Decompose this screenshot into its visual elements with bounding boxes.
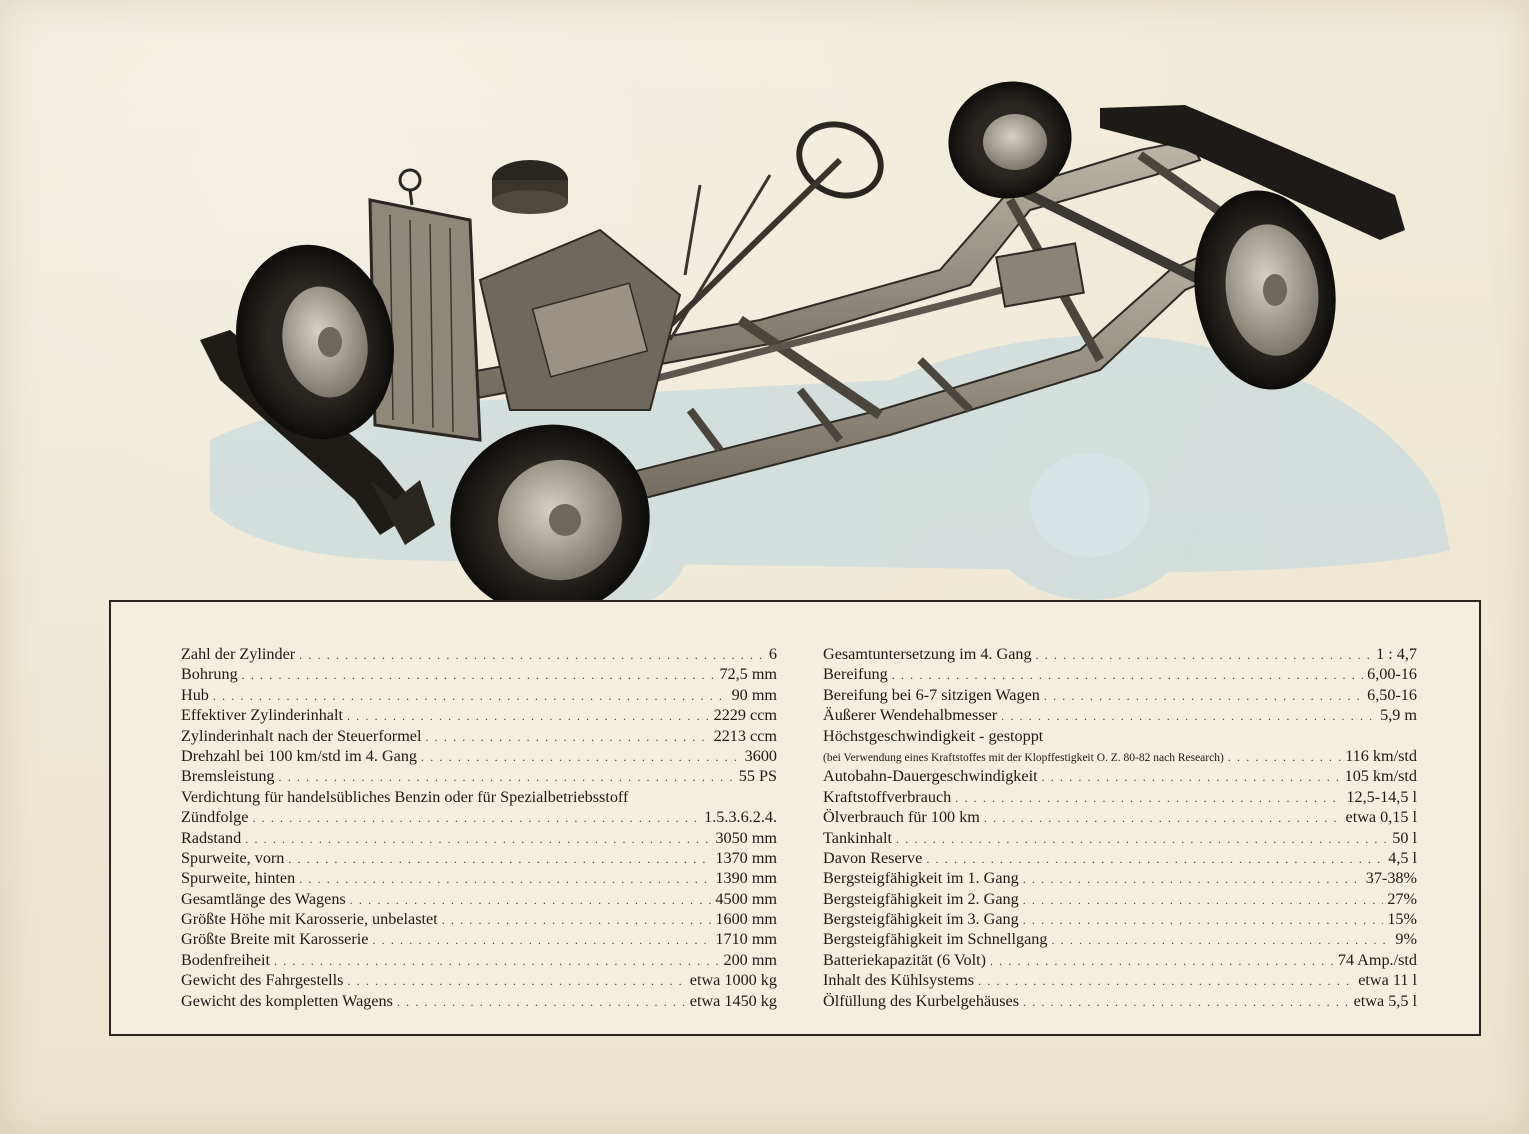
spec-row: Bremsleistung . . . 55 PS — [181, 766, 777, 786]
spec-row: Bergsteigfähigkeit im 2. Gang . . . 27% — [823, 889, 1417, 909]
spec-row: Äußerer Wendehalbmesser . . . 5,9 m — [823, 705, 1417, 725]
spec-row: Größte Breite mit Karosserie . . . 1710 mm — [181, 929, 777, 949]
spec-row: Spurweite, vorn . . . 1370 mm — [181, 848, 777, 868]
spec-row: Spurweite, hinten . . . 1390 mm — [181, 868, 777, 888]
spec-row: (bei Verwendung eines Kraftstoffes mit der Klopffestigkeit O. Z. 80-82 nach Research) . . . 116 km/std — [823, 746, 1417, 766]
spec-row: Davon Reserve . . . 4,5 l — [823, 848, 1417, 868]
spec-row: Hub . . . 90 mm — [181, 685, 777, 705]
spec-row: Verdichtung für handelsübliches Benzin oder für Spezialbetriebsstoff — [181, 787, 629, 806]
spec-column-right — [823, 644, 1417, 1011]
spec-row: Bodenfreiheit . . . 200 mm — [181, 950, 777, 970]
spec-row: Zylinderinhalt nach der Steuerformel . . . 2213 ccm — [181, 726, 777, 746]
spec-row: Höchstgeschwindigkeit - gestoppt — [823, 726, 1044, 745]
spec-row: Bohrung . . . 72,5 mm — [181, 664, 777, 684]
spec-row: Gesamtlänge des Wagens . . . 4500 mm — [181, 889, 777, 909]
spec-row: Bergsteigfähigkeit im 1. Gang . . . 37-38% — [823, 868, 1417, 888]
car-chassis-illustration — [180, 80, 1450, 620]
spec-row: Bereifung bei 6-7 sitzigen Wagen . . . 6,50-16 — [823, 685, 1417, 705]
spec-column-left — [181, 644, 777, 1011]
spec-row: Größte Höhe mit Karosserie, unbelastet . . . 1600 mm — [181, 909, 777, 929]
spec-row: Ölfüllung des Kurbelgehäuses . . . etwa 5,5 l — [823, 991, 1417, 1011]
spec-row: Autobahn-Dauergeschwindigkeit . . . 105 km/std — [823, 766, 1417, 786]
spec-row: Effektiver Zylinderinhalt . . . 2229 ccm — [181, 705, 777, 725]
spec-row: Kraftstoffverbrauch . . . 12,5-14,5 l — [823, 787, 1417, 807]
spec-row: Gesamtuntersetzung im 4. Gang . . . 1 : 4,7 — [823, 644, 1417, 664]
spec-row: Batteriekapazität (6 Volt) . . . 74 Amp./std — [823, 950, 1417, 970]
spec-row: Ölverbrauch für 100 km . . . etwa 0,15 l — [823, 807, 1417, 827]
spec-row: Bergsteigfähigkeit im Schnellgang . . . 9% — [823, 929, 1417, 949]
spec-row: Drehzahl bei 100 km/std im 4. Gang . . . 3600 — [181, 746, 777, 766]
spec-row: Inhalt des Kühlsystems . . . etwa 11 l — [823, 970, 1417, 990]
spec-row: Gewicht des kompletten Wagens . . . etwa 1450 kg — [181, 991, 777, 1011]
spec-row: Bereifung . . . 6,00-16 — [823, 664, 1417, 684]
spec-row: Zündfolge . . . 1.5.3.6.2.4. — [181, 807, 777, 827]
spec-row: Radstand . . . 3050 mm — [181, 828, 777, 848]
spec-row: Tankinhalt . . . 50 l — [823, 828, 1417, 848]
spec-row: Zahl der Zylinder . . . 6 — [181, 644, 777, 664]
spec-row: Bergsteigfähigkeit im 3. Gang . . . 15% — [823, 909, 1417, 929]
specification-table — [109, 600, 1481, 1036]
spec-row: Gewicht des Fahrgestells . . . etwa 1000 kg — [181, 970, 777, 990]
